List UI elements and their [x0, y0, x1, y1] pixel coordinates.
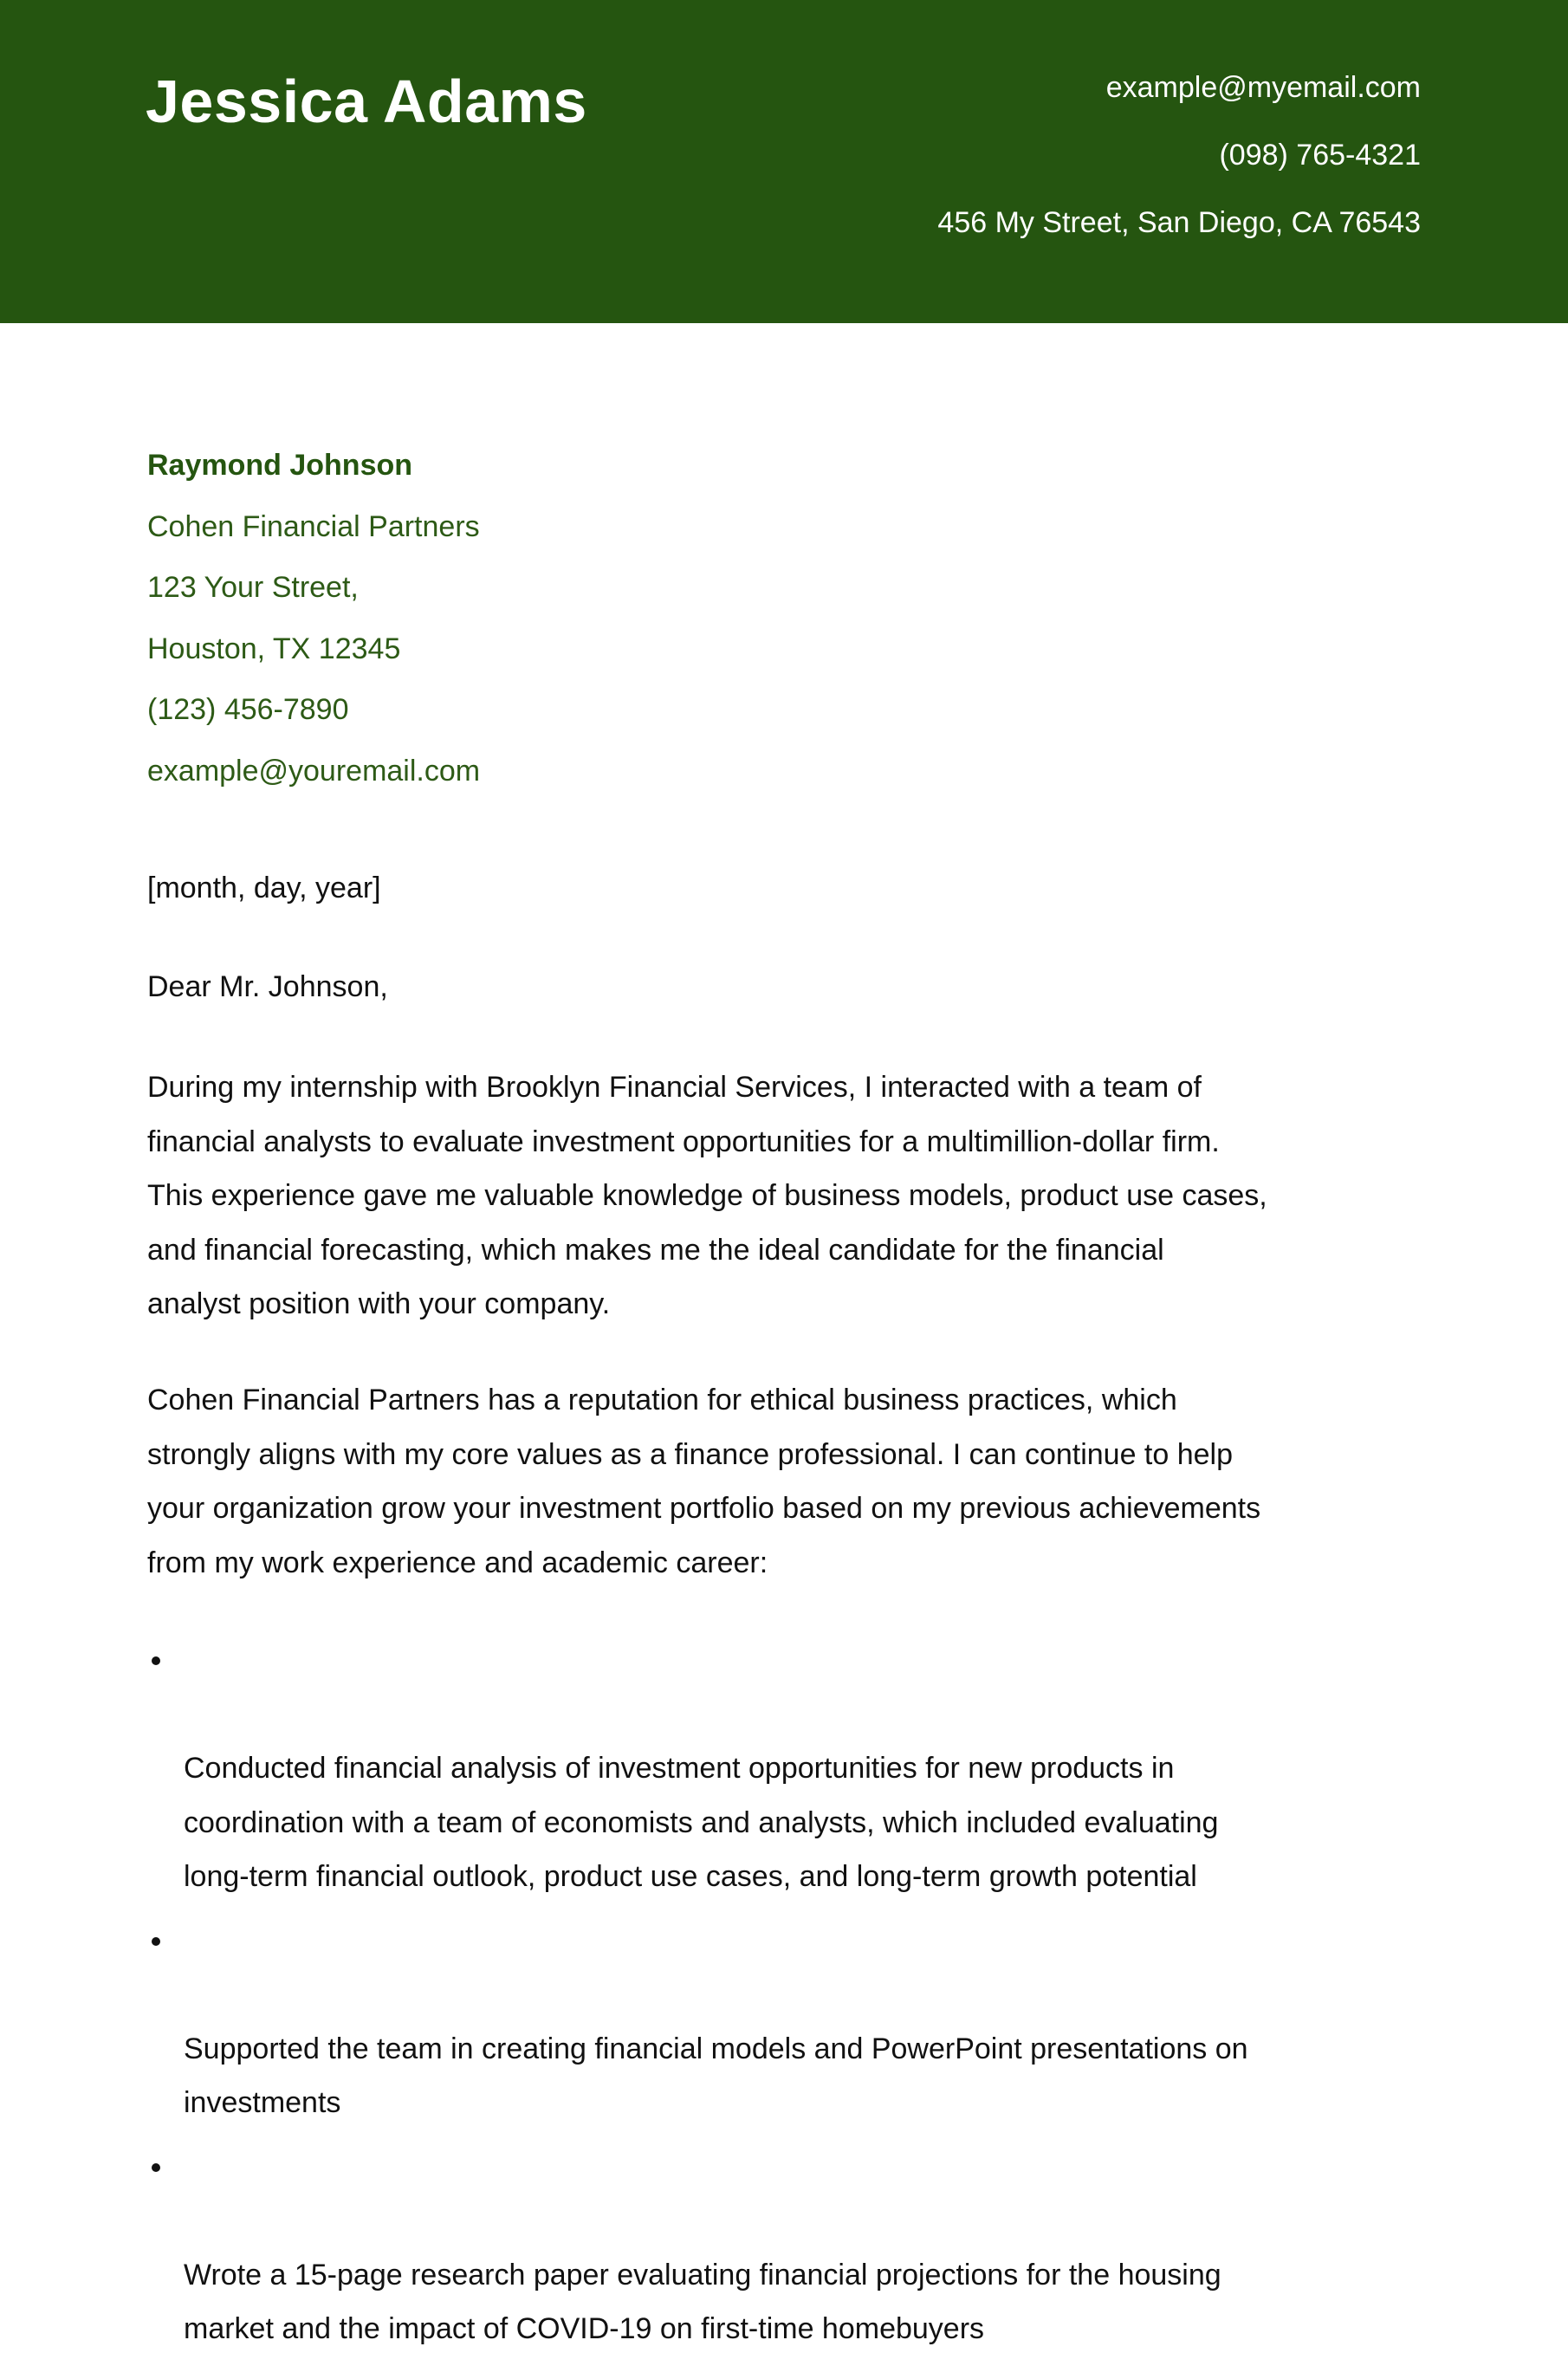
- letter-salutation: Dear Mr. Johnson,: [147, 970, 388, 1003]
- body-paragraph-2: Cohen Financial Partners has a reputation for ethical business practices, which strongly aligns with my core values as a finance professional. I can continue to help your organization grow your investment portfolio based on my previous achievements from my work experience and academic career:: [147, 1384, 1261, 1579]
- letterhead-banner: [0, 0, 1568, 323]
- list-item-text: Conducted financial analysis of investment opportunities for new products in coordination with a team of economists and analysts, which included evaluating long-term financial outlook, product use cases, and long-term growth potential: [184, 1752, 1219, 1893]
- recipient-phone: (123) 456-7890: [147, 693, 349, 727]
- recipient-city-state-zip: Houston, TX 12345: [147, 632, 401, 665]
- sender-name: Jessica Adams: [146, 68, 587, 135]
- body-paragraph-1: During my internship with Brooklyn Financial Services, I interacted with a team of financial analysts to evaluate investment opportunities for a multimillion-dollar firm. This experience gave me valuable knowledge of business models, product use cases, and financial forecasting, which makes me the ideal candidate for the financial analyst position with your company.: [147, 1071, 1267, 1320]
- bullet-icon: [152, 2163, 160, 2172]
- list-item: [147, 1633, 1447, 1904]
- achievements-list: [147, 1633, 1447, 2366]
- recipient-name: Raymond Johnson: [147, 449, 413, 482]
- list-item-text: Wrote a 15-page research paper evaluating financial projections for the housing market and the impact of COVID-19 on first-time homebuyers: [184, 2258, 1221, 2345]
- sender-address: 456 My Street, San Diego, CA 76543: [937, 206, 1421, 239]
- sender-email[interactable]: example@myemail.com: [1105, 71, 1421, 104]
- recipient-company: Cohen Financial Partners: [147, 509, 480, 543]
- list-item-text: Supported the team in creating financial models and PowerPoint presentations on investments: [184, 2032, 1248, 2119]
- recipient-street: 123 Your Street,: [147, 571, 359, 605]
- bullet-icon: [152, 1937, 160, 1946]
- sender-contact-block: [937, 73, 1421, 275]
- letter-date: [month, day, year]: [147, 872, 381, 904]
- list-item: [147, 2140, 1447, 2356]
- recipient-email[interactable]: example@youremail.com: [147, 754, 481, 788]
- recipient-block: [147, 451, 480, 818]
- bullet-icon: [152, 1656, 160, 1665]
- list-item: [147, 1914, 1447, 2130]
- sender-phone: (098) 765-4321: [1219, 139, 1421, 172]
